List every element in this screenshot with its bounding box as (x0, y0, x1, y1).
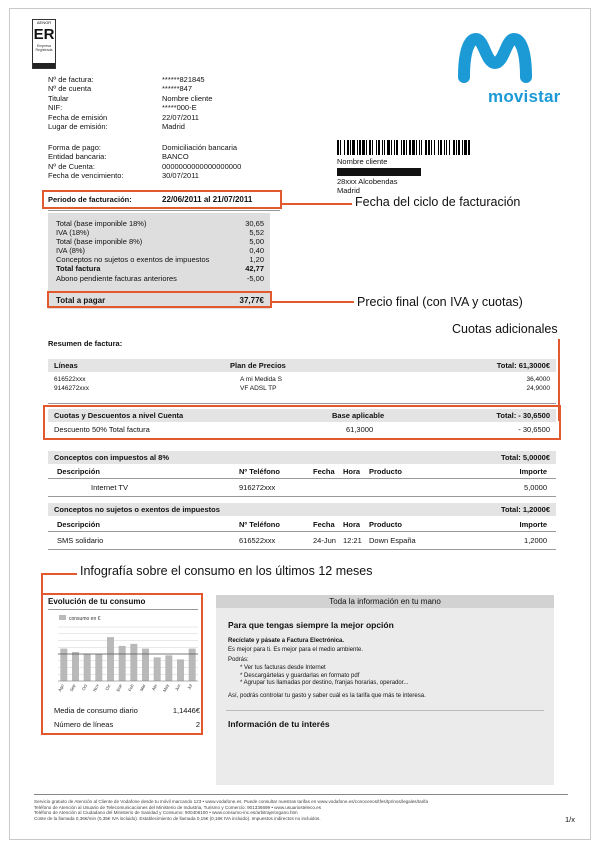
line-count-label: Número de líneas (54, 720, 114, 729)
exempt-header (48, 503, 556, 516)
account-row (48, 75, 212, 84)
exempt-col-product: Producto (369, 520, 402, 529)
taxed-cell-amount: 5,0000 (524, 483, 547, 492)
taxed-col-amount: Importe (519, 467, 547, 476)
exempt-cell-amount: 1,2000 (524, 536, 547, 545)
callout-extra: Cuotas adicionales (452, 322, 558, 336)
movistar-logo-icon (458, 29, 532, 85)
consumption-bar (72, 652, 79, 681)
totals-row (56, 219, 264, 228)
month-tick-label: Ene (115, 683, 124, 693)
exempt-cell-hour: 12:21 (343, 536, 362, 545)
month-tick-label: Dic (104, 683, 112, 691)
line-row (54, 384, 550, 393)
info-paragraph-3: Así, podrás controlar tu gasto y saber cuál es la tarifa que más te interesa. (228, 693, 426, 699)
line-plan: A mi Medida S (240, 376, 282, 383)
footer-line: Coste de la llamada 0,36€/min (0,35€ IVA incluido). Establecimiento de llamada 0,15€ (0,18€ IVA incluido). Impuestos indirectos no incluidos. (34, 815, 321, 821)
info-bullet: * Ver tus facturas desde Internet (240, 665, 326, 671)
account-value: 22/07/2011 (162, 112, 199, 122)
taxed-col-date: Fecha (313, 467, 335, 476)
exempt-cell-date: 24-Jun (313, 536, 336, 545)
payment-row (48, 162, 241, 171)
exempt-total: Total: 1,2000€ (500, 505, 550, 514)
avg-value: 1,1446€ (172, 706, 200, 715)
totals-value: 5,52 (249, 228, 264, 238)
month-tick-label: May (161, 683, 170, 693)
account-row (48, 113, 212, 122)
line-amount: 36,4000 (526, 376, 550, 383)
totals-row (56, 228, 264, 237)
consumption-bar (119, 646, 126, 681)
avg-label: Media de consumo diario (54, 706, 138, 715)
payment-value: 30/07/2011 (162, 171, 199, 181)
info-heading: Para que tengas siempre la mejor opción (228, 620, 394, 630)
totals-value: 0,40 (249, 246, 264, 256)
info-paragraph-2: Podrás: (228, 657, 249, 663)
account-row (48, 122, 212, 131)
cert-sub1: Empresa (36, 44, 51, 48)
line-number: 9146272xxx (54, 385, 90, 392)
payment-label: Forma de pago: (48, 143, 101, 152)
info-bullet: * Descargártelas y guardarlas en formato pdf (240, 672, 360, 679)
exempt-row (57, 536, 547, 546)
month-tick-label: Nov (92, 683, 100, 693)
address-block (337, 157, 421, 196)
consumption-bar (177, 659, 184, 681)
account-row (48, 84, 212, 93)
exempt-cell-desc: SMS solidario (57, 536, 104, 545)
consumption-bar (165, 655, 172, 681)
totals-value: 5,00 (249, 237, 264, 247)
totals-row (56, 237, 264, 246)
legend-label: consumo en € (69, 616, 101, 622)
exempt-col-hour: Hora (343, 520, 361, 529)
exempt-col-date: Fecha (313, 520, 335, 529)
totals-row (56, 274, 264, 283)
period-value: 22/06/2011 al 21/07/2011 (162, 195, 253, 204)
account-value: Nombre cliente (162, 93, 213, 103)
month-tick-label: Jun (174, 683, 182, 692)
consumption-bar (84, 654, 91, 681)
month-tick-label: Abr (150, 683, 159, 692)
page-number: 1/x (565, 815, 576, 824)
line-amount: 24,9000 (526, 385, 550, 392)
info-bullet: * Agrupar tus llamadas por destino, franjas horarias, operador... (240, 680, 409, 686)
totals-label: Total (base imponible 8%) (56, 237, 143, 247)
totals-label: IVA (18%) (56, 228, 90, 238)
cert-mark: ER (33, 26, 55, 43)
taxed-header (48, 451, 556, 464)
info-paragraph-1: Es mejor para ti. Es mejor para el medio ambiente. (228, 647, 364, 653)
totals-label: Total (base imponible 18%) (56, 219, 147, 228)
totals-label: Conceptos no sujetos o exentos de impuestos (56, 255, 210, 265)
month-tick-label: Sep (68, 683, 77, 693)
line-count (54, 720, 200, 730)
fees-row-amount: - 30,6500 (518, 425, 550, 434)
line-count-value: 2 (195, 720, 200, 729)
summary-title: Resumen de factura: (48, 339, 123, 348)
final-price-highlight (47, 291, 272, 308)
lines-header (48, 359, 556, 372)
totals-value: 30,65 (245, 219, 264, 228)
avg-consumption (54, 706, 200, 716)
line-row (54, 375, 550, 384)
fees-col-base: Base aplicable (332, 411, 385, 420)
account-value: ******847 (162, 84, 193, 94)
footer-line: Teléfono de Atención al Ciudadano del Ministerio de Sanidad y Consumo: 900406100 • www.consumo-inc.es/arbitraje/organo.htm (34, 810, 298, 816)
taxed-columns (57, 467, 547, 477)
account-label: Lugar de emisión: (48, 122, 108, 132)
invoice-page (9, 8, 591, 840)
taxed-row (57, 483, 547, 493)
footer-line: Teléfono de Atención al Usuario de Telecomunicaciones del Ministerio de Industria, Turismo y Comercio: 901336699 • www.usuariosteleco.es (34, 804, 321, 810)
total-to-pay-value: 37,77€ (239, 296, 264, 305)
lines-rows (54, 375, 550, 393)
month-tick-label: Ago (57, 683, 65, 693)
month-tick-label: Oct (80, 683, 89, 692)
payment-value: BANCO (162, 152, 189, 162)
line-plan: VF ADSL TP (240, 385, 277, 392)
address-name: Nombre cliente (337, 157, 388, 166)
taxed-cell-phone: 916272xxx (239, 483, 276, 492)
consumption-bar (189, 649, 196, 681)
month-tick-label: Feb (127, 683, 135, 692)
exempt-columns (57, 520, 547, 530)
account-value: ******821845 (162, 75, 205, 84)
totals-row (56, 264, 264, 273)
exempt-title: Conceptos no sujetos o exentos de impuestos (54, 505, 220, 514)
redacted-street (337, 168, 421, 176)
fees-row-desc: Descuento 50% Total factura (54, 425, 150, 434)
payment-value: 0000000000000000000 (162, 161, 242, 171)
line-number: 616522xxx (54, 376, 86, 383)
totals-label: Abono pendiente facturas anteriores (56, 273, 177, 283)
period-highlight (42, 190, 282, 209)
consumption-bar (130, 644, 137, 681)
footer-text (34, 799, 534, 821)
account-label: Titular (48, 93, 69, 103)
address-city: Madrid (337, 186, 360, 195)
total-to-pay-label: Total a pagar (56, 296, 106, 305)
account-value: *****000-E (162, 103, 197, 113)
taxed-title: Conceptos con impuestos al 8% (54, 453, 170, 462)
taxed-col-product: Producto (369, 467, 402, 476)
legend-swatch (59, 615, 66, 620)
taxed-col-desc: Descripción (57, 467, 100, 476)
fees-col-desc: Cuotas y Descuentos a nivel Cuenta (54, 411, 184, 420)
account-label: Nº de cuenta (48, 84, 92, 94)
consumption-chart (48, 611, 200, 703)
account-info (48, 75, 212, 131)
consumption-title: Evolución de tu consumo (48, 597, 146, 606)
info-subheading: Recíclate y pásate a Factura Electrónica. (228, 638, 345, 644)
fees-highlight (43, 405, 561, 440)
payment-label: Entidad bancaria: (48, 152, 107, 162)
exempt-cell-phone: 616522xxx (239, 536, 276, 545)
consumption-bar (60, 649, 67, 681)
month-tick-label: Jul (186, 683, 194, 691)
payment-row (48, 171, 241, 180)
cert-sub2: Registrada (35, 48, 53, 52)
payment-row (48, 143, 241, 152)
account-label: Fecha de emisión (48, 112, 108, 122)
totals-value: 1,20 (249, 255, 264, 265)
payment-row (48, 152, 241, 161)
fees-row-base: 61,3000 (346, 425, 374, 434)
taxed-col-phone: Nº Teléfono (239, 467, 280, 476)
totals-label: IVA (8%) (56, 246, 86, 256)
consumption-bar (95, 654, 102, 681)
lines-col-plan: Plan de Precios (230, 361, 286, 370)
info-interest-heading: Información de tu interés (228, 719, 330, 729)
totals-value: -5,00 (246, 273, 264, 283)
fees-total: Total: - 30,6500 (496, 411, 550, 420)
totals-row (56, 255, 264, 264)
totals-label: Total factura (56, 264, 101, 274)
lines-total: Total: 61,3000€ (496, 361, 550, 370)
exempt-cell-product: Down España (369, 536, 416, 545)
account-row (48, 103, 212, 112)
exempt-col-phone: Nº Teléfono (239, 520, 280, 529)
info-panel (216, 595, 554, 785)
totals-row (56, 246, 264, 255)
account-value: Madrid (162, 122, 185, 132)
payment-label: Nº de Cuenta: (48, 161, 95, 171)
payment-info (48, 143, 241, 181)
period-label: Periodo de facturación: (48, 195, 132, 204)
lines-col-lines: Líneas (54, 361, 78, 370)
consumption-bar (107, 637, 114, 681)
footer-line: Servicio gratuito de Atención al Cliente de Vodafone desde tu móvil marcando 123 • www.vodafone.es. Puede consultar nuestras tarifas en www.vodafone.es/conocenos/tfes/tprinos/legales/tarifa (34, 799, 429, 804)
certification-badge (32, 19, 56, 69)
month-tick-label: Mar (138, 683, 147, 692)
taxed-total: Total: 5,0000€ (500, 453, 550, 462)
address-postal: 28xxx Alcobendas (337, 176, 398, 186)
totals-rows (56, 219, 264, 283)
callout-final: Precio final (con IVA y cuotas) (357, 295, 523, 309)
consumption-bar (142, 649, 149, 681)
taxed-col-hour: Hora (343, 467, 361, 476)
payment-label: Fecha de vencimiento: (48, 171, 124, 181)
consumption-bar (154, 657, 161, 681)
exempt-col-amount: Importe (519, 520, 547, 529)
cert-top: AENOR (36, 20, 52, 25)
account-row (48, 94, 212, 103)
barcode (337, 140, 565, 155)
taxed-cell-desc: Internet TV (91, 483, 128, 492)
callout-infographic: Infografía sobre el consumo en los últimos 12 meses (80, 564, 373, 578)
payment-value: Domiciliación bancaria (162, 143, 238, 152)
brand-name: movistar (488, 87, 561, 106)
totals-value: 42,77 (245, 264, 264, 274)
info-bullets (240, 665, 408, 688)
info-banner: Toda la información en tu mano (216, 595, 554, 608)
exempt-col-desc: Descripción (57, 520, 100, 529)
account-label: Nº de factura: (48, 75, 94, 84)
account-label: NIF: (48, 103, 63, 113)
callout-period: Fecha del ciclo de facturación (355, 195, 521, 209)
